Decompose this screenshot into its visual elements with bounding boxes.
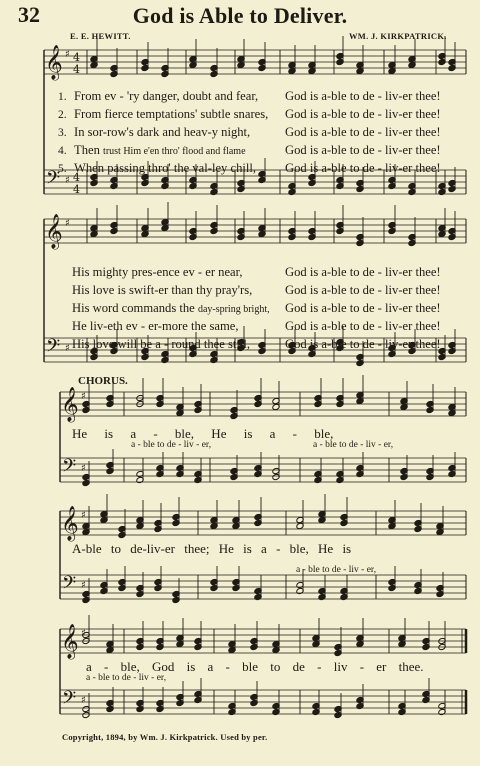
verse-line: His love will be a - round thee still, [72, 337, 251, 351]
refrain-text: God is a-ble to de - liv-er thee! [285, 107, 441, 121]
bass-clef-icon: 𝄢 [46, 336, 61, 361]
refrain-text: God is a-ble to de - liv-er thee! [285, 301, 441, 315]
key-signature-sharp-icon: ♯ [65, 175, 70, 186]
key-signature-sharp-icon: ♯ [65, 49, 70, 60]
chorus-lyric-3: a - ble, God is a - ble to de - liv - er thee. [86, 659, 424, 674]
refrain-text: God is a-ble to de - liv-er thee! [285, 319, 441, 333]
verse-number: 3. [58, 127, 67, 139]
refrain-text: God is a-ble to de - liv-er thee! [285, 143, 441, 157]
page-number: 32 [18, 2, 40, 27]
time-signature-icon: 4 [73, 183, 80, 196]
bass-clef-icon: 𝄢 [46, 168, 61, 193]
time-signature-icon: 4 [73, 63, 80, 76]
composer-credit: WM. J. KIRKPATRICK. [349, 31, 447, 41]
key-signature-sharp-icon: ♯ [81, 510, 86, 521]
verse-line [58, 87, 258, 106]
key-signature-sharp-icon: ♯ [65, 218, 70, 229]
treble-clef-icon: 𝄞 [61, 506, 79, 541]
refrain-text: God is a-ble to de - liv-er thee! [285, 265, 441, 279]
treble-clef-icon: 𝄞 [45, 45, 63, 80]
verse-line [58, 141, 246, 161]
verse-line [58, 105, 268, 124]
verse-line [58, 159, 256, 178]
bass-clef-icon: 𝄢 [62, 688, 77, 713]
key-signature-sharp-icon: ♯ [81, 580, 86, 591]
verse-text: Then [74, 143, 100, 157]
treble-clef-icon: 𝄞 [45, 214, 63, 249]
time-signature-icon: 4 [73, 51, 80, 64]
refrain-text: God is a-ble to de - liv-er thee! [285, 125, 441, 139]
copyright-notice: Copyright, 1894, by Wm. J. Kirkpatrick. Used by per. [62, 732, 268, 742]
verse-line [58, 123, 250, 142]
key-signature-sharp-icon: ♯ [81, 391, 86, 402]
verse-number: 2. [58, 109, 67, 121]
verse-text: His word commands the [72, 301, 195, 315]
time-signature-icon: 4 [73, 171, 80, 184]
bass-clef-icon: 𝄢 [62, 573, 77, 598]
alto-echo-lyric: a - ble to de - liv - er, [296, 565, 377, 575]
chorus-lyric-2: A-ble to de-liv-er thee; He is a - ble, He is [72, 541, 352, 556]
refrain-text: God is a-ble to de - liv-er thee! [285, 89, 441, 103]
alto-echo-lyric: a - ble to de - liv - er, [313, 440, 394, 450]
bass-clef-icon: 𝄢 [62, 456, 77, 481]
refrain-text: God is a-ble to de - liv-er thee! [285, 337, 441, 351]
refrain-text: God is a-ble to de - liv-er thee! [285, 283, 441, 297]
key-signature-sharp-icon: ♯ [81, 628, 86, 639]
refrain-text: God is a-ble to de - liv-er thee! [285, 161, 441, 175]
key-signature-sharp-icon: ♯ [81, 463, 86, 474]
verse-text: When passing thro' the val-ley chill, [74, 161, 257, 175]
treble-clef-icon: 𝄞 [61, 624, 79, 659]
hymn-title: God is Able to Deliver. [132, 3, 348, 28]
verse-text-small: day-spring bright, [197, 304, 270, 315]
verse-text-small: trust Him e'en thro' flood and flame [103, 146, 246, 157]
verse-number: 1. [58, 91, 67, 103]
alto-echo-lyric: a - ble to de - liv - er, [131, 440, 212, 450]
verse-line [72, 299, 270, 319]
verse-line: He liv-eth ev - er-more the same, [72, 319, 239, 333]
verse-line: His mighty pres-ence ev - er near, [72, 265, 243, 279]
verse-text: From ev - 'ry danger, doubt and fear, [74, 89, 259, 103]
chorus-lyric-1: He is a - ble, He is a - ble, [72, 426, 334, 441]
verse-text: From fierce temptations' subtle snares, [74, 107, 269, 121]
verse-line: His love is swift-er than thy pray'rs, [72, 283, 253, 297]
key-signature-sharp-icon: ♯ [81, 695, 86, 706]
alto-echo-lyric: a - ble to de - liv - er, [86, 673, 167, 683]
verse-text: In sor-row's dark and heav-y night, [74, 125, 251, 139]
key-signature-sharp-icon: ♯ [65, 343, 70, 354]
chorus-label: CHORUS. [78, 375, 128, 387]
treble-clef-icon: 𝄞 [61, 387, 79, 422]
lyricist-credit: E. E. HEWITT. [70, 31, 131, 41]
verse-number: 5. [58, 163, 67, 175]
verse-number: 4. [58, 145, 67, 157]
